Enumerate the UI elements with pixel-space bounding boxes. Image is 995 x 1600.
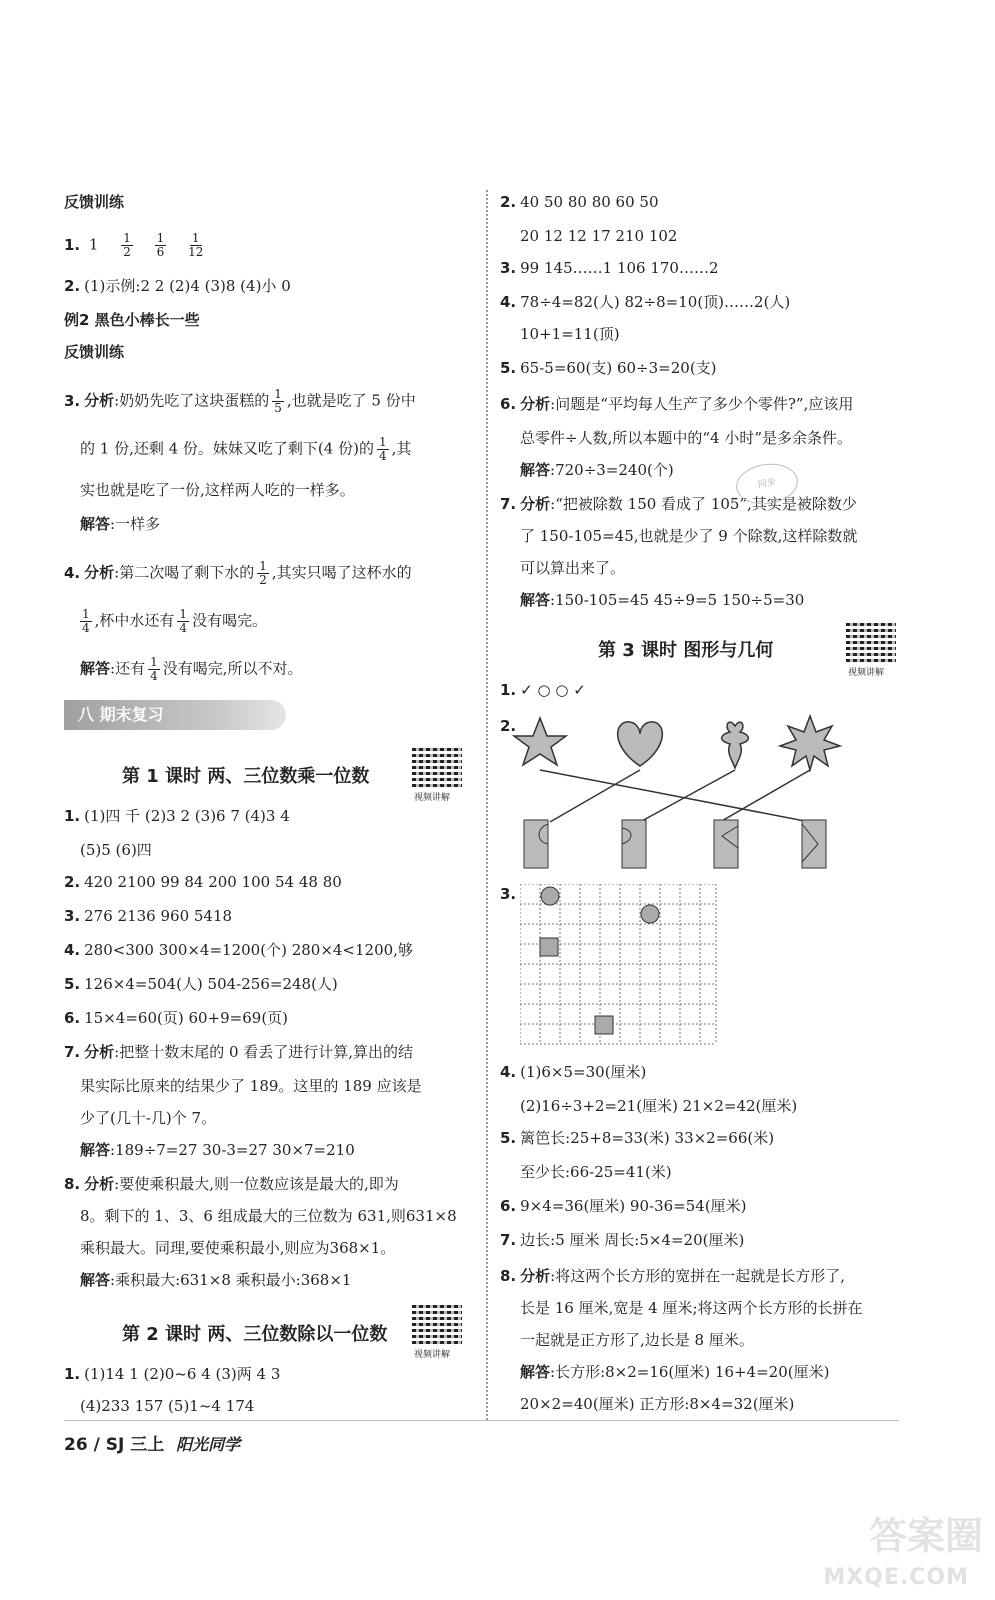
answer-line: 的 1 份,还剩 4 份。妹妹又吃了剩下(4 份)的 $\frac{1}{4}$ ,其	[80, 435, 412, 463]
answer-line: 8。剩下的 1、3、6 组成最大的三位数为 631,则631×8	[80, 1207, 457, 1225]
qr-code-icon[interactable]	[412, 1302, 462, 1344]
answer-line: 3.	[500, 885, 517, 903]
answer-line: 8. 分析:要使乘积最大,则一位数应该是最大的,即为	[64, 1175, 399, 1193]
answer-line: 3. 分析:奶奶先吃了这块蛋糕的 $\frac{1}{5}$ ,也就是吃了 5 份中	[64, 387, 416, 415]
answer-line: 长是 16 厘米,宽是 4 厘米;将这两个长方形的长拼在	[520, 1299, 863, 1317]
answer-line: 20 12 12 17 210 102	[520, 227, 678, 245]
answer-line: 5. 65-5=60(支) 60÷3=20(支)	[500, 359, 717, 377]
answer-line: 7. 边长:5 厘米 周长:5×4=20(厘米)	[500, 1231, 745, 1249]
half-shape-3	[714, 820, 738, 868]
answer-line: 2. (1)示例:2 2 (2)4 (3)8 (4)小 0	[64, 277, 291, 295]
watermark-url: MXQE.COM	[823, 1565, 969, 1590]
circle-mark	[541, 887, 559, 905]
answer-line: 3. 276 2136 960 5418	[64, 907, 233, 925]
column-divider	[486, 190, 488, 1420]
answer-line: 4. 280<300 300×4=1200(个) 280×4<1200,够	[64, 941, 413, 959]
qr-label: 视频讲解	[414, 793, 451, 803]
heart-shape	[618, 722, 663, 766]
answer-line: 4. (1)6×5=30(厘米)	[500, 1063, 647, 1081]
page-footer: 26 / SJ 三上 阳光同学	[64, 1435, 241, 1455]
answer-line: 3. 99 145……1 106 170……2	[500, 259, 719, 277]
qr-label: 视频讲解	[414, 1350, 451, 1360]
answer-line: 一起就是正方形了,边长是 8 厘米。	[520, 1331, 754, 1349]
answer-line: 了 150-105=45,也就是少了 9 个除数,这样除数就	[520, 527, 858, 545]
answer-line: 总零件÷人数,所以本题中的“4 小时”是多余条件。	[520, 429, 852, 447]
answer-line: 解答:乘积最大:631×8 乘积最小:368×1	[80, 1271, 352, 1289]
answer-line: 4. 分析:第二次喝了剩下水的 $\frac{1}{2}$ ,其实只喝了这杯水的	[64, 559, 412, 587]
page-number: 26	[64, 1435, 88, 1455]
half-shape-4	[802, 820, 826, 868]
answer-line: 解答:150-105=45 45÷9=5 150÷5=30	[520, 591, 805, 609]
answer-line: 2.	[500, 717, 517, 735]
answer-line: (4)233 157 (5)1~4 174	[80, 1397, 255, 1415]
answer-line: 20×2=40(厘米) 正方形:8×4=32(厘米)	[520, 1395, 795, 1413]
flower-shape	[722, 722, 749, 768]
answer-line: 1. ✓ ○ ○ ✓	[500, 681, 586, 699]
answer-line: 10+1=11(顶)	[520, 325, 620, 343]
answer-line: 少了(几十-几)个 7。	[80, 1109, 217, 1127]
grid-figure	[520, 884, 720, 1048]
circle-mark	[641, 905, 659, 923]
answer-line: 4. 78÷4=82(人) 82÷8=10(顶)……2(人)	[500, 293, 791, 311]
lesson-title: 第 2 课时 两、三位数除以一位数	[122, 1324, 388, 1345]
qr-code-icon[interactable]	[846, 620, 896, 662]
star-shape	[514, 718, 566, 765]
section-heading: 反馈训练	[64, 343, 125, 361]
answer-line: 解答:189÷7=27 30-3=27 30×7=210	[80, 1141, 355, 1159]
answer-line: 解答:720÷3=240(个)	[520, 461, 674, 479]
answer-line: 解答:长方形:8×2=16(厘米) 16+4=20(厘米)	[520, 1363, 830, 1381]
qr-label: 视频讲解	[848, 668, 885, 678]
answer-line: 1. (1)14 1 (2)0~6 4 (3)两 4 3	[64, 1365, 281, 1383]
answer-line: 7. 分析:把整十数末尾的 0 看丢了进行计算,算出的结	[64, 1043, 414, 1061]
answer-line: 至少长:66-25=41(米)	[520, 1163, 672, 1181]
answer-line: 2. 420 2100 99 84 200 100 54 48 80	[64, 873, 342, 891]
answer-line: 1. (1)四 千 (2)3 2 (3)6 7 (4)3 4	[64, 807, 290, 825]
answer-line: 果实际比原来的结果少了 189。这里的 189 应该是	[80, 1077, 422, 1095]
matching-figure	[510, 712, 850, 872]
watermark-text: 答案圈	[868, 1514, 983, 1558]
answer-line: 实也就是吃了一份,这样两人吃的一样多。	[80, 481, 355, 499]
answer-line: 解答:一样多	[80, 515, 161, 533]
answer-line: 6. 分析:问题是“平均每人生产了多少个零件?”,应该用	[500, 395, 854, 413]
answer-line: 8. 分析:将这两个长方形的宽拼在一起就是长方形了,	[500, 1267, 845, 1285]
answer-line: (2)16÷3+2=21(厘米) 21×2=42(厘米)	[520, 1097, 798, 1115]
half-shape-1	[524, 820, 548, 868]
example-line: 例2 黑色小棒长一些	[64, 311, 200, 329]
book-code: SJ 三上	[105, 1435, 165, 1455]
brand-logo: 阳光同学	[176, 1435, 241, 1454]
answer-line: 5. 126×4=504(人) 504-256=248(人)	[64, 975, 338, 993]
answer-line: $\frac{1}{4}$ ,杯中水还有 $\frac{1}{4}$ 没有喝完。	[82, 607, 268, 635]
answer-line: 1. 1 $\frac{1}{2}$ $\frac{1}{6}$ $\frac{1}{12}$	[64, 231, 204, 259]
footer-rule	[64, 1420, 899, 1421]
leaf-shape	[780, 716, 840, 770]
answer-line: 7. 分析:“把被除数 150 看成了 105”,其实是被除数少	[500, 495, 857, 513]
chapter-banner: 八 期末复习	[64, 700, 286, 730]
answer-line: 可以算出来了。	[520, 559, 626, 577]
answer-line: 5. 篱笆长:25+8=33(米) 33×2=66(米)	[500, 1129, 775, 1147]
grid-lines	[520, 884, 716, 1044]
half-shape-2	[622, 820, 646, 868]
answer-line: 6. 9×4=36(厘米) 90-36=54(厘米)	[500, 1197, 747, 1215]
answer-line: 2. 40 50 80 80 60 50	[500, 193, 659, 211]
square-mark	[540, 938, 558, 956]
answer-line: (5)5 (6)四	[80, 841, 152, 859]
answer-line: 解答:还有 $\frac{1}{4}$ 没有喝完,所以不对。	[80, 655, 303, 683]
square-mark	[595, 1016, 613, 1034]
lesson-title: 第 3 课时 图形与几何	[598, 640, 774, 661]
answer-line: 6. 15×4=60(页) 60+9=69(页)	[64, 1009, 289, 1027]
qr-code-icon[interactable]	[412, 745, 462, 787]
stamp-mark: 同步	[734, 460, 801, 508]
section-heading: 反馈训练	[64, 193, 125, 211]
lesson-title: 第 1 课时 两、三位数乘一位数	[122, 766, 370, 787]
answer-line: 乘积最大。同理,要使乘积最小,则应为368×1。	[80, 1239, 396, 1257]
